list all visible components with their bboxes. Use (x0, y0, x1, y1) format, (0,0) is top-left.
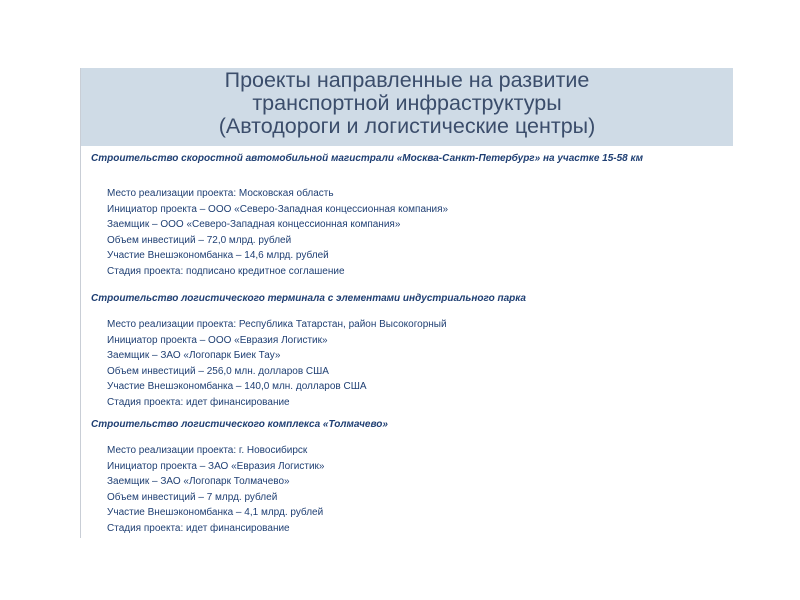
detail-stage: Стадия проекта: идет финансирование (107, 396, 290, 408)
detail-stage: Стадия проекта: идет финансирование (107, 522, 290, 534)
detail-veb-participation: Участие Внешэкономбанка – 140,0 млн. долларов США (107, 381, 367, 393)
detail-location: Место реализации проекта: Республика Татарстан, район Высокогорный (107, 319, 447, 330)
project-details-tolmachevo-complex (107, 443, 324, 537)
slide-title-line-1: Проекты направленные на развитие (224, 68, 590, 92)
detail-borrower: Заемщик – ЗАО «Логопарк Толмачево» (107, 476, 290, 488)
detail-borrower: Заемщик – ООО «Северо-Западная концессионная компания» (107, 219, 401, 231)
detail-location: Место реализации проекта: Московская область (107, 188, 334, 199)
detail-investment: Объем инвестиций – 72,0 млрд. рублей (107, 234, 292, 246)
project-details-logistics-terminal (107, 317, 447, 411)
detail-investment: Объем инвестиций – 7 млрд. рублей (107, 491, 278, 503)
slide-title-line-3: (Автодороги и логистические центры) (218, 114, 596, 138)
detail-initiator: Инициатор проекта – ООО «Северо-Западная концессионная компания» (107, 203, 449, 215)
detail-location: Место реализации проекта: г. Новосибирск (107, 445, 308, 456)
detail-borrower: Заемщик – ЗАО «Логопарк Биек Тау» (107, 350, 281, 362)
slide-title-line-2: транспортной инфраструктуры (252, 91, 562, 115)
detail-veb-participation: Участие Внешэкономбанка – 14,6 млрд. рублей (107, 250, 329, 262)
detail-stage: Стадия проекта: подписано кредитное соглашение (107, 265, 345, 277)
project-heading-moscow-spb-highway: Строительство скоростной автомобильной магистрали «Москва-Санкт-Петербург» на участке 15-58 км (91, 153, 643, 164)
detail-investment: Объем инвестиций – 256,0 млн. долларов США (107, 365, 329, 377)
title-banner (81, 68, 733, 146)
project-heading-logistics-terminal: Строительство логистического терминала с элементами индустриального парка (91, 293, 526, 304)
detail-veb-participation: Участие Внешэкономбанка – 4,1 млрд. рублей (107, 507, 324, 519)
project-details-moscow-spb-highway (107, 186, 448, 280)
detail-initiator: Инициатор проекта – ЗАО «Евразия Логистик» (107, 460, 325, 472)
project-heading-tolmachevo-complex: Строительство логистического комплекса «Толмачево» (91, 419, 388, 430)
detail-initiator: Инициатор проекта – ООО «Евразия Логистик» (107, 334, 328, 346)
